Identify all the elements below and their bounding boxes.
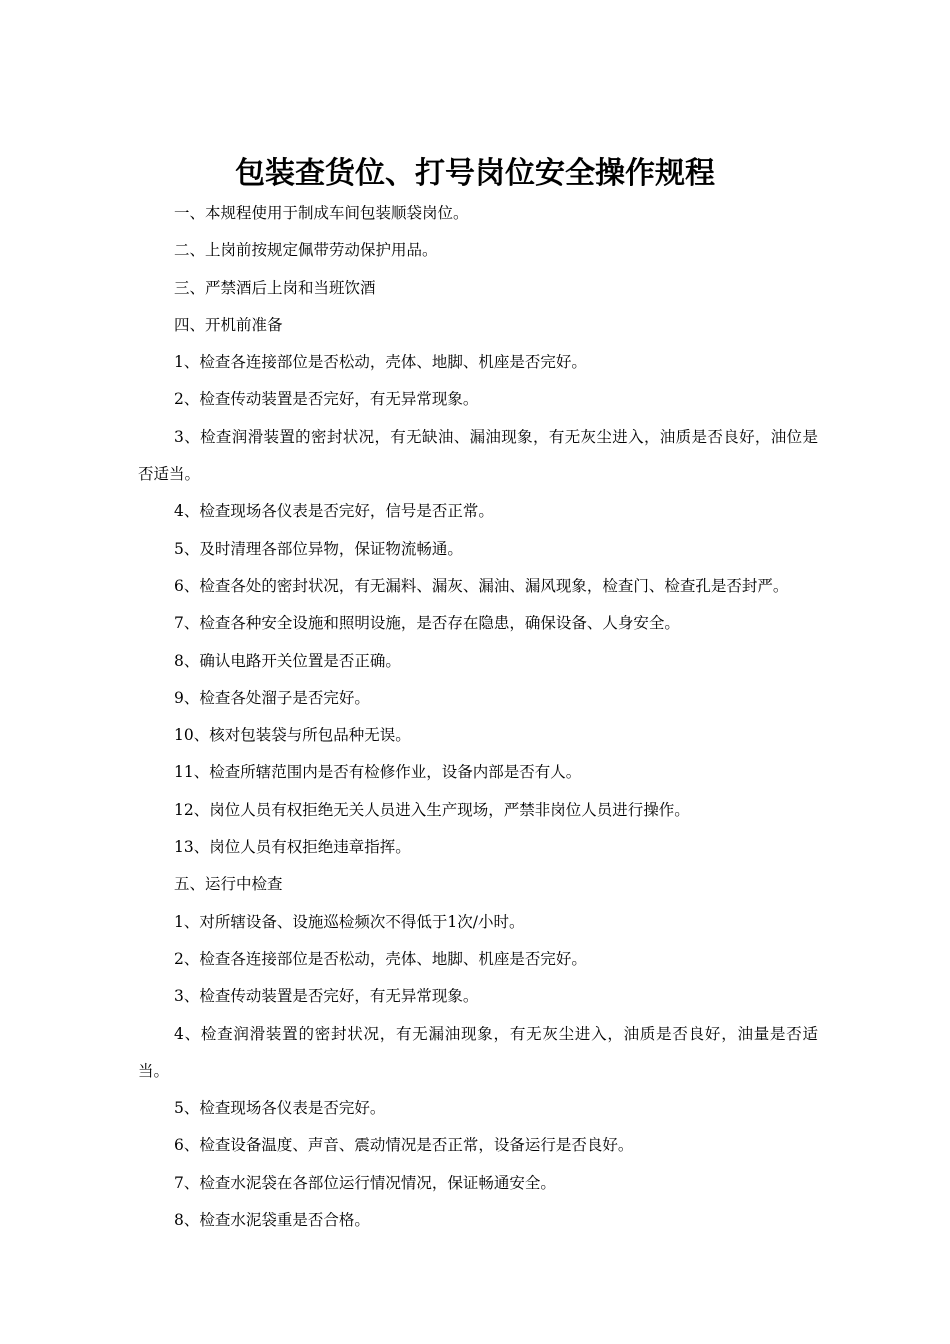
pre-start-item-13: 13、岗位人员有权拒绝违章指挥。 — [174, 838, 411, 857]
running-item-1: 1、对所辖设备、设施巡检频次不得低于1次/小时。 — [174, 912, 525, 931]
section-5-heading: 五、运行中检查 — [174, 875, 283, 894]
running-item-4: 4、检查润滑装置的密封状况，有无漏油现象，有无灰尘进入，油质是否良好，油量是否适当。 — [138, 1024, 818, 1080]
pre-start-item-10: 10、核对包装袋与所包品种无误。 — [174, 726, 411, 745]
pre-start-item-4: 4、检查现场各仪表是否完好，信号是否正常。 — [174, 502, 494, 521]
running-item-8: 8、检查水泥袋重是否合格。 — [174, 1211, 370, 1230]
document-body — [138, 195, 818, 1239]
running-item-6: 6、检查设备温度、声音、震动情况是否正常，设备运行是否良好。 — [174, 1136, 634, 1155]
running-item-5: 5、检查现场各仪表是否完好。 — [174, 1099, 386, 1118]
running-item-2: 2、检查各连接部位是否松动，壳体、地脚、机座是否完好。 — [174, 949, 587, 968]
section-2-paragraph: 二、上岗前按规定佩带劳动保护用品。 — [174, 241, 438, 260]
pre-start-item-6: 6、检查各处的密封状况，有无漏料、漏灰、漏油、漏风现象，检查门、检查孔是否封严。 — [174, 576, 789, 595]
pre-start-item-11: 11、检查所辖范围内是否有检修作业，设备内部是否有人。 — [174, 763, 582, 782]
running-item-7: 7、检查水泥袋在各部位运行情况情况，保证畅通安全。 — [174, 1173, 556, 1192]
pre-start-item-9: 9、检查各处溜子是否完好。 — [174, 688, 370, 707]
section-4-heading: 四、开机前准备 — [174, 315, 283, 334]
section-3-paragraph: 三、严禁酒后上岗和当班饮酒 — [174, 278, 376, 297]
pre-start-item-7: 7、检查各种安全设施和照明设施，是否存在隐患，确保设备、人身安全。 — [174, 614, 680, 633]
pre-start-item-12: 12、岗位人员有权拒绝无关人员进入生产现场，严禁非岗位人员进行操作。 — [174, 800, 690, 819]
running-item-3: 3、检查传动装置是否完好，有无异常现象。 — [174, 987, 479, 1006]
pre-start-item-8: 8、确认电路开关位置是否正确。 — [174, 651, 401, 670]
pre-start-item-5: 5、及时清理各部位异物，保证物流畅通。 — [174, 539, 463, 558]
pre-start-item-1: 1、检查各连接部位是否松动，壳体、地脚、机座是否完好。 — [174, 353, 587, 372]
section-1-paragraph: 一、本规程使用于制成车间包装顺袋岗位。 — [174, 204, 469, 222]
document-title: 包装查货位、打号岗位安全操作规程 — [235, 156, 715, 191]
pre-start-item-2: 2、检查传动装置是否完好，有无异常现象。 — [174, 390, 479, 409]
pre-start-item-3: 3、检查润滑装置的密封状况，有无缺油、漏油现象，有无灰尘进入，油质是否良好，油位是否适当。 — [138, 427, 818, 484]
